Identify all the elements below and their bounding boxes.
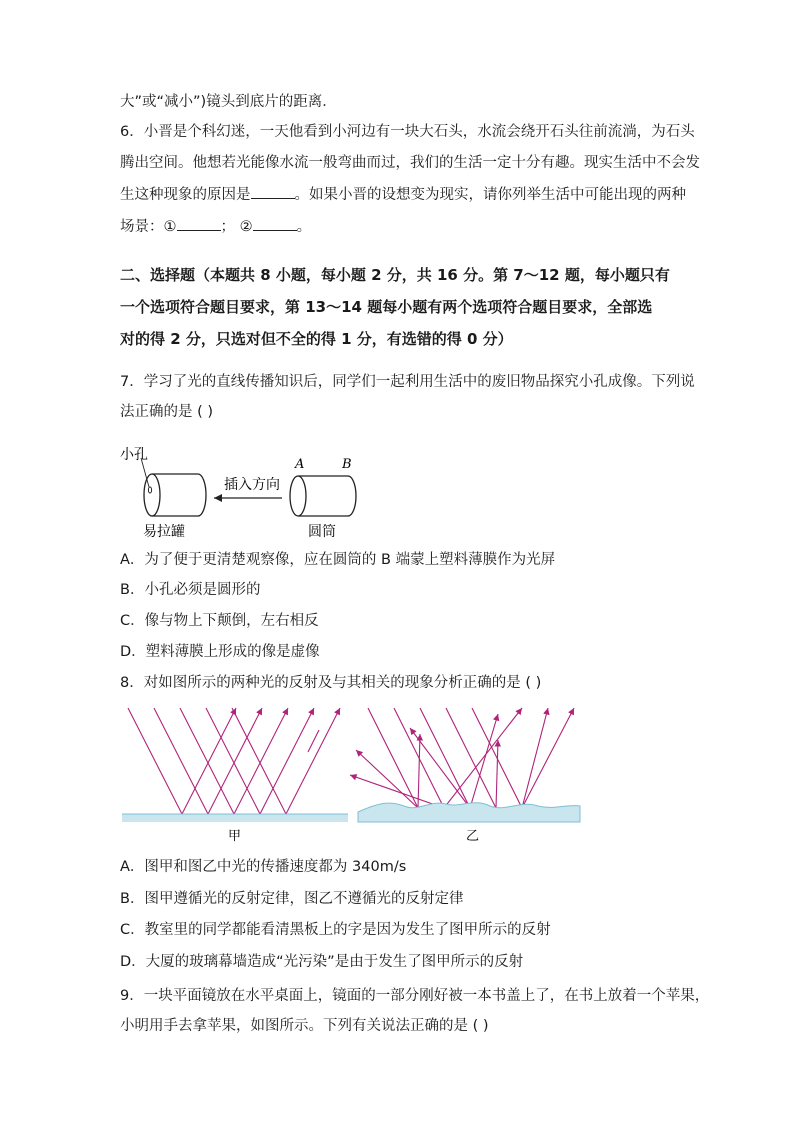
rough-surface: [358, 803, 580, 822]
specular-rays: [128, 708, 340, 814]
section2-line2: 一个选项符合题目要求，第 13～14 题每小题有两个选项符合题目要求，全部选: [120, 298, 653, 316]
arrow-label: 插入方向: [224, 477, 280, 493]
q8-option-c[interactable]: C．教室里的同学都能看清黑板上的字是因为发生了图甲所示的反射: [120, 922, 551, 938]
q7-option-d[interactable]: D．塑料薄膜上形成的像是虚像: [120, 644, 320, 660]
tube-body: [298, 476, 356, 516]
arrow-head: [214, 494, 222, 502]
q7-option-a[interactable]: A．为了便于更清楚观察像，应在圆筒的 B 端蒙上塑料薄膜作为光屏: [120, 552, 556, 568]
section2-line3: 对的得 2 分，只选对但不全的得 1 分，有选错的得 0 分）: [120, 330, 513, 348]
fig-right-label: 乙: [466, 829, 480, 844]
q6-line4-text-c: 。: [296, 219, 312, 235]
tube-label: 圆筒: [308, 524, 336, 540]
q6-line4-text-a: 场景：①: [120, 219, 177, 235]
tube-end-a: [290, 476, 306, 516]
diffuse-rays: [350, 708, 574, 808]
q9-line2: 小明用手去拿苹果，如图所示。下列有关说法正确的是 ( ): [120, 1018, 489, 1034]
q7-option-c[interactable]: C．像与物上下颠倒，左右相反: [120, 613, 319, 629]
answer-blank-2[interactable]: [177, 216, 221, 231]
q9-line1: 9．一块平面镜放在水平桌面上，镜面的一部分刚好被一本书盖上了，在书上放着一个苹果，: [120, 988, 710, 1004]
q7-line2: 法正确的是 ( ): [120, 404, 214, 420]
can-end: [144, 474, 160, 516]
answer-blank-1[interactable]: [251, 184, 295, 199]
q8-line1: 8．对如图所示的两种光的反射及与其相关的现象分析正确的是 ( ): [120, 675, 542, 691]
q6-line3-text-b: 。如果小晋的设想变为现实，请你列举生活中可能出现的两种: [294, 187, 686, 203]
q7-option-b[interactable]: B．小孔必须是圆形的: [120, 582, 261, 598]
end-b-label: B: [342, 457, 352, 472]
hole-label: 小孔: [120, 447, 148, 463]
pinhole-figure: [118, 440, 368, 540]
end-a-label: A: [295, 457, 305, 472]
reflection-figure: [118, 700, 583, 850]
q6-line3-text-a: 生这种现象的原因是: [120, 187, 251, 203]
q8-option-d[interactable]: D．大厦的玻璃幕墙造成“光污染”是由于发生了图甲所示的反射: [120, 954, 524, 970]
answer-blank-3[interactable]: [253, 216, 297, 231]
q6-line2: 腾出空间。他想若光能像水流一般弯曲而过，我们的生活一定十分有趣。现实生活中不会发: [120, 155, 700, 171]
can-label: 易拉罐: [143, 524, 185, 540]
q8-option-a[interactable]: A．图甲和图乙中光的传播速度都为 340m/s: [120, 859, 407, 875]
mirror-surface: [122, 814, 348, 822]
section2-line1: 二、选择题（本题共 8 小题，每小题 2 分，共 16 分。第 7～12 题，每小题只有: [120, 266, 670, 284]
top-line: 大”或“减小”)镜头到底片的距离．: [120, 94, 337, 110]
q8-option-b[interactable]: B．图甲遵循光的反射定律，图乙不遵循光的反射定律: [120, 891, 464, 907]
q6-line4-text-b: ； ②: [220, 219, 253, 235]
q6-line4: [120, 216, 311, 237]
fig-left-label: 甲: [228, 829, 242, 844]
q7-line1: 7．学习了光的直线传播知识后，同学们一起利用生活中的废旧物品探究小孔成像。下列说: [120, 374, 695, 390]
q6-line1: 6．小晋是个科幻迷，一天他看到小河边有一块大石头，水流会绕开石头往前流淌，为石头: [120, 124, 695, 140]
q6-line3: [120, 184, 686, 205]
